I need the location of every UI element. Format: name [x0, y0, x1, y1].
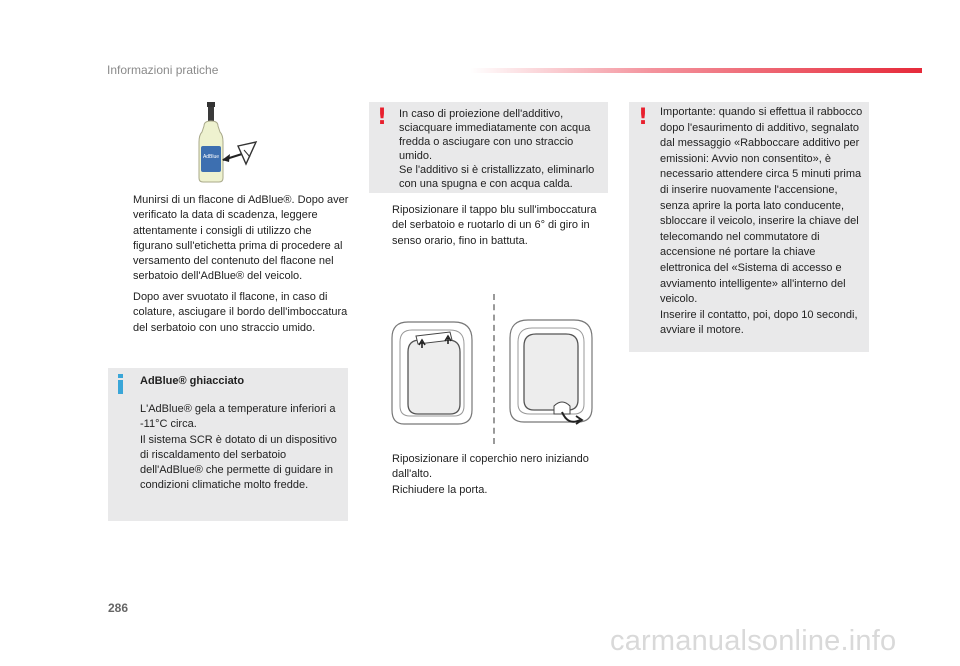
- illustration-divider: [493, 294, 495, 444]
- warning-box-text: Importante: quando si effettua il rabbocco dopo l'esaurimento di additivo, segnalato dal messaggio «Rabboccare additivo per emissioni: Avvio non consentito», è necessario attendere circa 5 minuti prima di inserire nuovamente l'accensione, senza aprire la porta lato conducente, sbloccare il veicolo, inserire la chiave del telecomando nel commutatore di accensione né portare la chiave elettronica del «Sistema di accesso e avviamento intelligente» all'interno del veicolo. Inserire il contatto, poi, dopo 10 secondi, avviare il motore.: [660, 106, 863, 337]
- step-text: Riposizionare il tappo blu sull'imboccatura del serbatoio e ruotarlo di un 6° di giro in senso orario, fino in battuta.: [392, 204, 597, 247]
- page-header-title: Informazioni pratiche: [107, 63, 219, 77]
- info-box-title: AdBlue® ghiacciato: [140, 375, 245, 387]
- footer-watermark: carmanualsonline.info: [610, 625, 897, 657]
- step-text: Munirsi di un flacone di AdBlue®. Dopo aver verificato la data di scadenza, leggere attentamente i consigli di utilizzo che figurano sull'etichetta prima di procedere al versamento del contenuto del flacone nel serbatoio dell'AdBlue® del veicolo.: [133, 194, 349, 283]
- warning-icon: !: [638, 105, 649, 130]
- page-number: 286: [108, 601, 129, 615]
- info-icon: [118, 374, 123, 394]
- info-box-frozen-adblue: [108, 368, 348, 521]
- header-accent-bar: [470, 68, 922, 73]
- adblue-bottle-illustration: [190, 102, 268, 184]
- step-replace-black-cover: [370, 452, 608, 483]
- step-text: Dopo aver svuotato il flacone, in caso di colature, asciugare il bordo dell'imboccatura del serbatoio con uno straccio umido.: [133, 291, 348, 334]
- step-text: Riposizionare il coperchio nero iniziando dall'alto.: [392, 453, 589, 481]
- step-wipe-filler: [111, 290, 351, 336]
- warning-box-restart-procedure: [629, 102, 869, 352]
- warning-box-additive-splash: [369, 102, 608, 193]
- cover-illustration-bottom-clip: [506, 316, 598, 430]
- step-fill-bottle: [111, 193, 351, 285]
- step-replace-blue-cap: [370, 203, 608, 249]
- info-box-body: L'AdBlue® gela a temperature inferiori a -11°C circa. Il sistema SCR è dotato di un dispositivo di riscaldamento del serbatoio dell'AdBlue® che permette di guidare in condizioni climatiche molto fredde.: [140, 403, 337, 492]
- bottle-label: AdBlue: [202, 154, 220, 160]
- warning-box-text: In caso di proiezione dell'additivo, sciacquare immediatamente con acqua fredda o asciugare con uno straccio umido. Se l'additivo si è cristallizzato, eliminarlo con una spugna e con acqua calda.: [399, 108, 595, 190]
- warning-icon: !: [377, 105, 388, 130]
- step-text: Richiudere la porta.: [392, 484, 488, 496]
- cover-illustration-top-clips: [388, 318, 478, 428]
- step-close-door: [370, 483, 608, 498]
